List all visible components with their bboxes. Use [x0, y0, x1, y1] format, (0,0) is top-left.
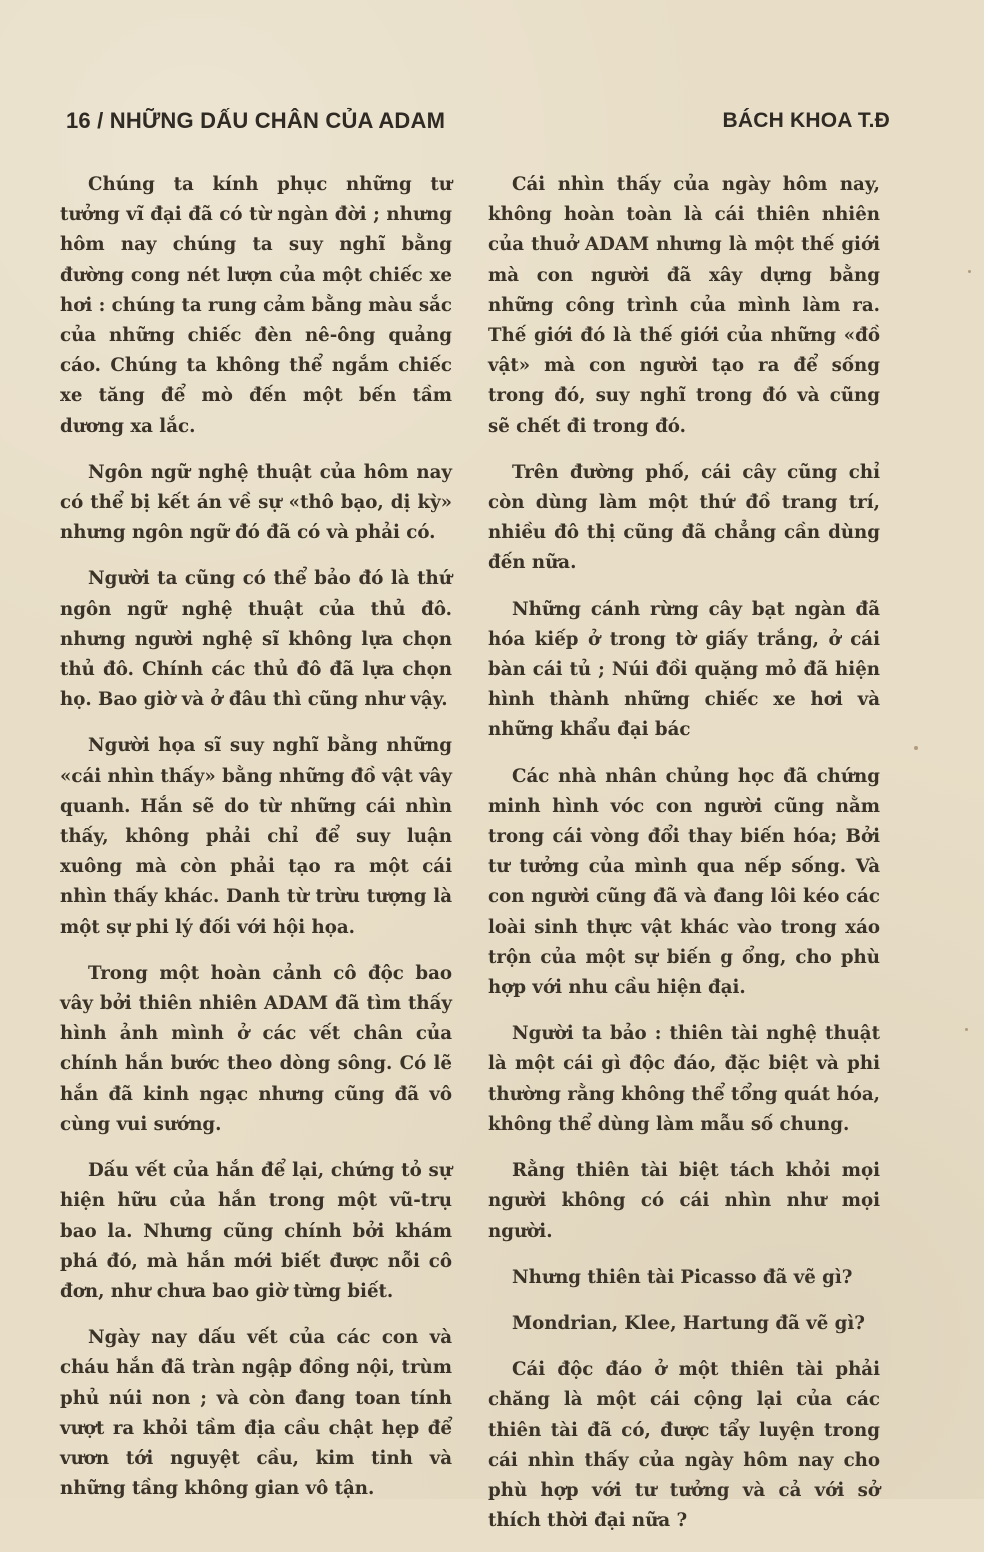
right-paragraph-4: Các nhà nhân chủng học đã chứng minh hình vóc con người cũng nằm trong cái vòng đổi thay biến hóa; Bởi tư tưởng của mình qua nếp sống. Và con người cũng đã và đang lôi kéo các loài sinh thực vật khác vào trong xáo trộn của một sự biến g ổng, cho phù hợp với nhu cầu hiện đại. — [488, 765, 880, 999]
left-paragraph-3: Người ta cũng có thể bảo đó là thứ ngôn ngữ nghệ thuật của thủ đô. nhưng người nghệ sĩ không lựa chọn thủ đô. Chính các thủ đô đã lựa chọn họ. Bao giờ và ở đâu thì cũng như vậy. — [60, 568, 452, 711]
running-header-right: BÁCH KHOA T.Đ — [722, 109, 890, 132]
left-paragraph-4: Người họa sĩ suy nghĩ bằng những «cái nhìn thấy» bằng những đồ vật vây quanh. Hắn sẽ do từ những cái nhìn thấy, không phải chỉ để suy luận xuông mà còn phải tạo ra một cái nhìn thấy khác. Danh từ trừu tượng là một sự phi lý đối với hội họa. — [60, 735, 452, 938]
left-paragraph-7: Ngày nay dấu vết của các con và cháu hắn đã tràn ngập đồng nội, trùm phủ núi non ; và còn đang toan tính vượt ra khỏi tầm địa cầu chật hẹp để vươn tới nguyệt cầu, kim tinh và những tầng không gian vô tận. — [60, 1327, 452, 1500]
running-header-left: 16 / NHỮNG DẤU CHÂN CỦA ADAM — [66, 108, 446, 133]
scan-speck — [965, 1028, 968, 1031]
right-column — [488, 170, 880, 1552]
right-paragraph-3: Những cánh rừng cây bạt ngàn đã hóa kiếp ở trong tờ giấy trắng, ở cái bàn cái tủ ; Núi đồi quặng mỏ đã hiện hình thành những chiếc xe hơi và những khẩu đại bác — [488, 598, 880, 741]
scan-speck — [968, 270, 971, 273]
left-paragraph-6: Dấu vết của hắn để lại, chứng tỏ sự hiện hữu của hắn trong một vũ-trụ bao la. Nhưng cũng chính bởi khám phá đó, mà hắn mới biết được nỗi cô đơn, như chưa bao giờ từng biết. — [60, 1160, 452, 1302]
page-header — [66, 106, 890, 136]
right-paragraph-1: Cái nhìn thấy của ngày hôm nay, không hoàn toàn là cái thiên nhiên của thuở ADAM nhưng là một thế giới mà con người đã xây dựng bằng những công trình của mình làm ra. Thế giới đó là thế giới của những «đồ vật» mà con người tạo ra để sống trong đó, suy nghĩ trong đó và cũng sẽ chết đi trong đó. — [488, 174, 880, 437]
left-column — [60, 170, 452, 1552]
right-paragraph-9: Cái độc đáo ở một thiên tài phải chăng là một cái cộng lại của các thiên tài đã có, được tẩy luyện trong cái nhìn thấy của ngày hôm nay cho phù hợp với tư tưởng và cả với sở thích thời đại nữa ? — [488, 1359, 880, 1532]
right-paragraph-5: Người ta bảo : thiên tài nghệ thuật là một cái gì độc đáo, đặc biệt và phi thường rằng không thể tổng quát hóa, không thể dùng làm mẫu số chung. — [488, 1023, 880, 1135]
scan-speck — [914, 746, 918, 750]
two-column-text — [60, 170, 880, 1532]
right-paragraph-6: Rằng thiên tài biệt tách khỏi mọi người không có cái nhìn như mọi người. — [488, 1160, 880, 1242]
right-paragraph-2: Trên đường phố, cái cây cũng chỉ còn dùng làm một thứ đồ trang trí, nhiều đô thị cũng đã chẳng cần dùng đến nữa. — [488, 461, 880, 574]
right-paragraph-8: Mondrian, Klee, Hartung đã vẽ gì? — [512, 1312, 865, 1334]
left-paragraph-2: Ngôn ngữ nghệ thuật của hôm nay có thể bị kết án về sự «thô bạo, dị kỳ» nhưng ngôn ngữ đó đã có và phải có. — [60, 461, 452, 544]
left-paragraph-5: Trong một hoàn cảnh cô độc bao vây bởi thiên nhiên ADAM đã tìm thấy hình ảnh mình ở các vết chân của chính hắn bước theo dòng sông. Có lẽ hắn đã kinh ngạc nhưng cũng đã vô cùng vui sướng. — [60, 962, 452, 1135]
left-paragraph-1: Chúng ta kính phục những tư tưởng vĩ đại đã có từ ngàn đời ; nhưng hôm nay chúng ta suy nghĩ bằng đường cong nét lượn của một chiếc xe hơi : chúng ta rung cảm bằng màu sắc của những chiếc đèn nê-ông quảng cáo. Chúng ta không thể ngắm chiếc xe tăng để mò đến một bến tầm dương xa lắc. — [60, 174, 452, 437]
right-paragraph-7: Nhưng thiên tài Picasso đã vẽ gì? — [512, 1266, 853, 1288]
